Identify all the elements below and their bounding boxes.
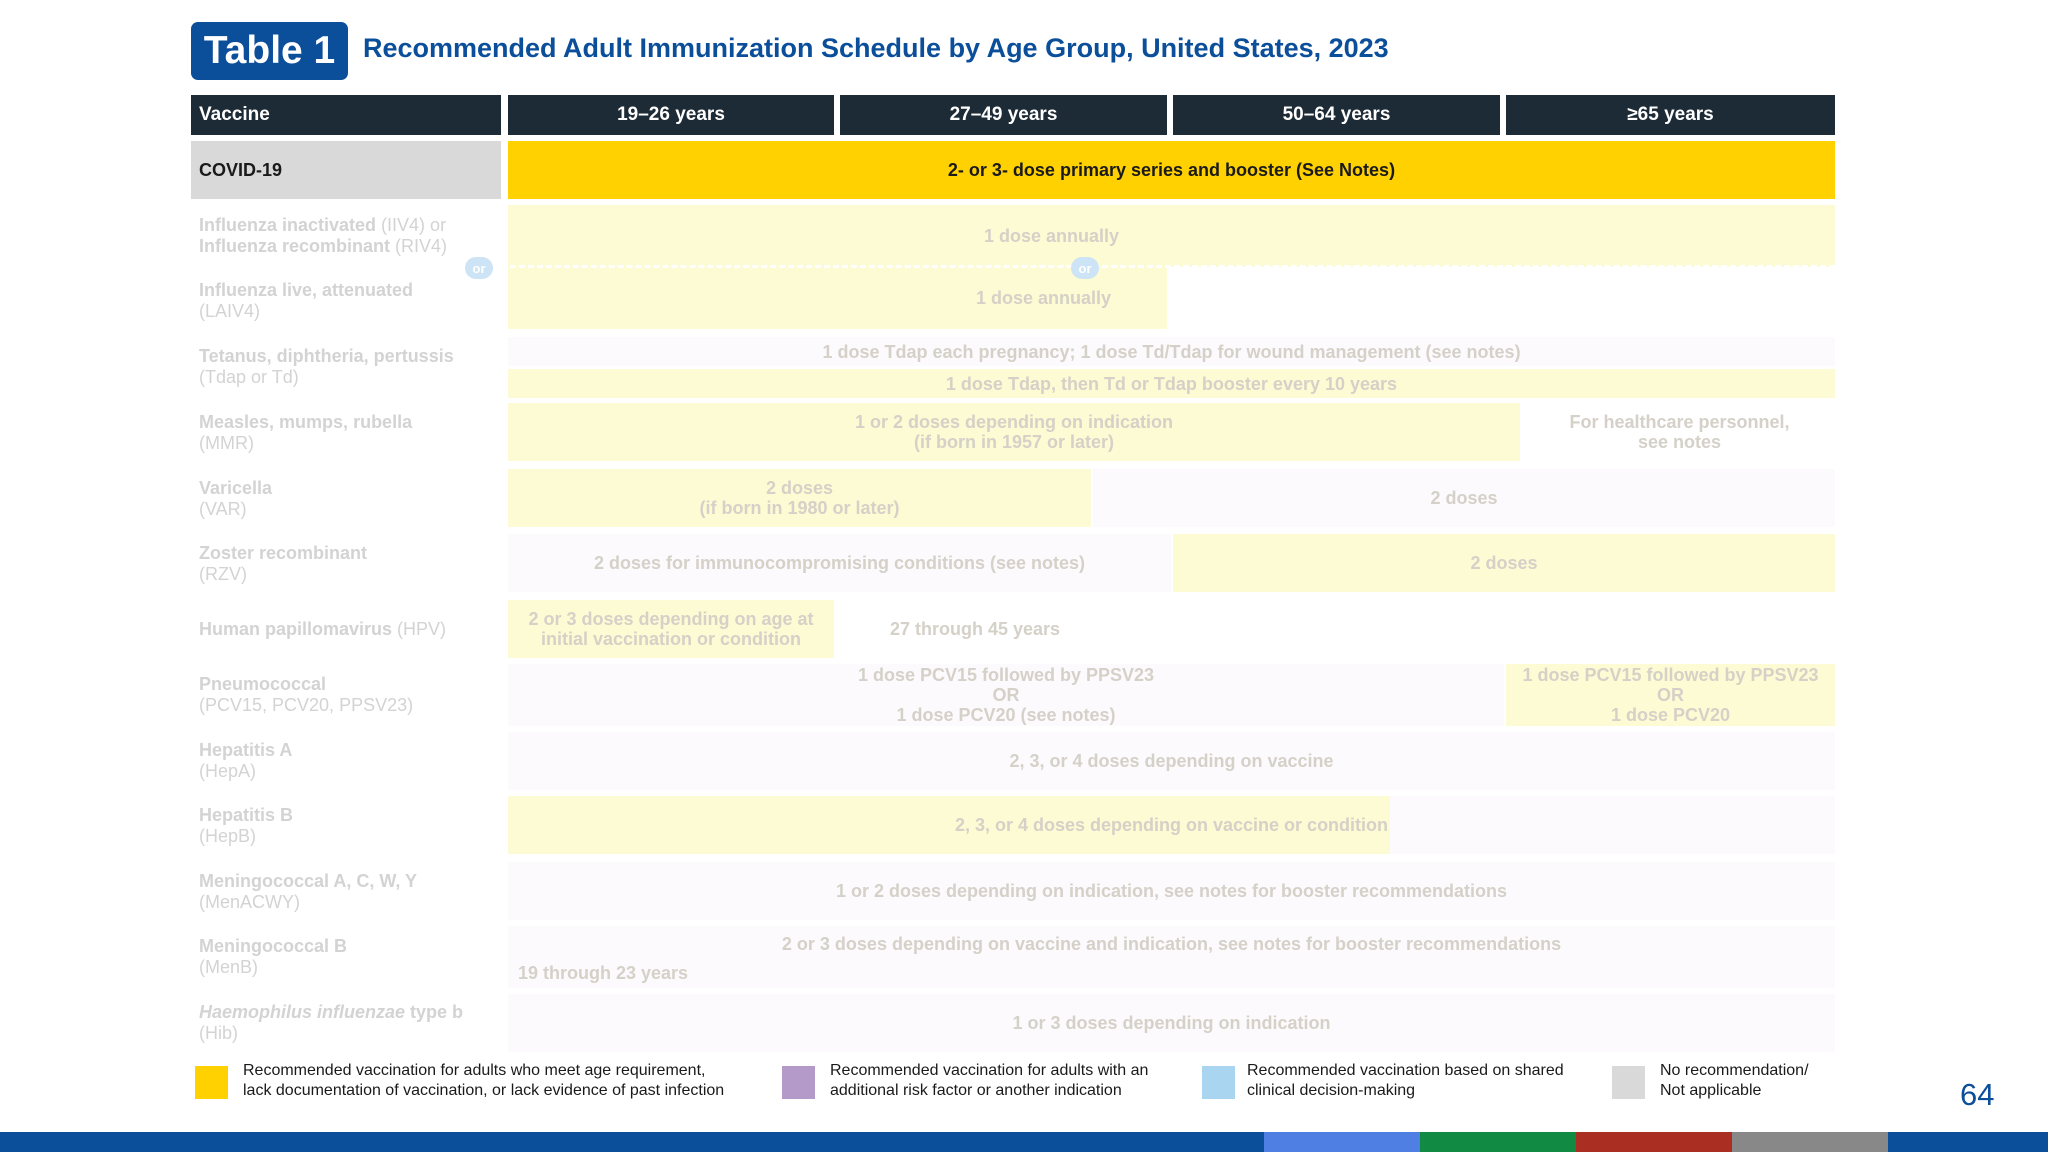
- header-age-65-plus: ≥65 years: [1506, 95, 1835, 135]
- legend-text-blue: Recommended vaccination based on shared clinical decision-making: [1247, 1062, 1564, 1099]
- cell-hpv-young: 2 or 3 doses depending on age at initial vaccination or condition: [508, 600, 834, 658]
- cell-mmr-healthcare: For healthcare personnel, see notes: [1569, 412, 1790, 452]
- cell-zoster-immunocompromised: 2 doses for immunocompromising conditions (see notes): [508, 534, 1171, 592]
- cell-menb: 2 or 3 doses depending on vaccine and indication, see notes for booster recommendations: [781, 934, 1562, 954]
- cell-hpv-27-45: 27 through 45 years: [889, 619, 1061, 639]
- cell-mmr: 1 or 2 doses depending on indication (if born in 1957 or later): [508, 403, 1520, 461]
- vaccine-hpv: Human papillomavirus (HPV): [199, 619, 447, 639]
- cell-hepatitis-b: 2, 3, or 4 doses depending on vaccine or condition: [954, 815, 1389, 835]
- footer-bar-red: [1576, 1132, 1732, 1152]
- legend-swatch-yellow: [195, 1066, 228, 1099]
- vaccine-influenza-recombinant: Influenza recombinant (RIV4): [199, 236, 448, 256]
- legend-text-gray: No recommendation/ Not applicable: [1660, 1062, 1809, 1099]
- cell-pneumococcal-65: 1 dose PCV15 followed by PPSV23 OR 1 dose PCV20: [1506, 664, 1835, 726]
- vaccine-tdap: Tetanus, diphtheria, pertussis (Tdap or Td): [199, 346, 454, 387]
- cell-menacwy: 1 or 2 doses depending on indication, see notes for booster recommendations: [508, 862, 1835, 920]
- cell-influenza-inactivated: 1 dose annually: [508, 205, 1835, 267]
- header-age-27-49: 27–49 years: [840, 95, 1167, 135]
- vaccine-hib: Haemophilus influenzae type b (Hib): [199, 1002, 464, 1043]
- vaccine-varicella: Varicella (VAR): [199, 478, 273, 519]
- vaccine-zoster: Zoster recombinant (RZV): [199, 543, 368, 584]
- cell-pneumococcal: 1 dose PCV15 followed by PPSV23 OR 1 dose PCV20 (see notes): [508, 664, 1504, 726]
- cell-zoster-50-plus: 2 doses: [1173, 534, 1835, 592]
- vaccine-pneumococcal: Pneumococcal (PCV15, PCV20, PPSV23): [199, 674, 414, 715]
- cell-tdap-booster: 1 dose Tdap, then Td or Tdap booster every 10 years: [508, 369, 1835, 398]
- vaccine-menb: Meningococcal B (MenB): [199, 936, 348, 977]
- vaccine-mmr: Measles, mumps, rubella (MMR): [199, 412, 413, 453]
- table-label-badge: Table 1: [191, 22, 348, 80]
- footer-bar-gray: [1732, 1132, 1888, 1152]
- influenza-divider: [510, 265, 1835, 268]
- footer-bar-blue: [0, 1132, 1264, 1152]
- header-age-50-64: 50–64 years: [1173, 95, 1500, 135]
- cell-hib: 1 or 3 doses depending on indication: [508, 994, 1835, 1052]
- header-age-19-26: 19–26 years: [508, 95, 834, 135]
- footer-bar-blue-end: [1888, 1132, 2048, 1152]
- vaccine-covid-19: COVID-19: [191, 141, 501, 199]
- cell-influenza-live: 1 dose annually: [508, 267, 1167, 329]
- legend-swatch-purple: [782, 1066, 815, 1099]
- cell-varicella-older: 2 doses: [1093, 469, 1835, 527]
- vaccine-menacwy: Meningococcal A, C, W, Y (MenACWY): [199, 871, 418, 912]
- footer-bar-light-blue: [1264, 1132, 1420, 1152]
- cell-hepatitis-a: 2, 3, or 4 doses depending on vaccine: [508, 732, 1835, 790]
- legend-text-yellow: Recommended vaccination for adults who meet age requirement, lack documentation of vaccination, or lack evidence of past infection: [243, 1062, 725, 1099]
- or-badge-left: or: [465, 257, 493, 279]
- vaccine-influenza-inactivated: Influenza inactivated (IIV4) or: [199, 215, 447, 235]
- legend-swatch-blue: [1202, 1066, 1235, 1099]
- vaccine-influenza-live: Influenza live, attenuated (LAIV4): [199, 280, 414, 321]
- vaccine-hepatitis-a: Hepatitis A (HepA): [199, 740, 293, 781]
- cell-covid-19: 2- or 3- dose primary series and booster (See Notes): [508, 141, 1835, 199]
- cell-varicella-young: 2 doses (if born in 1980 or later): [508, 469, 1091, 527]
- table-title: Recommended Adult Immunization Schedule by Age Group, United States, 2023: [363, 33, 1389, 63]
- or-badge-center: or: [1071, 257, 1099, 279]
- header-vaccine: Vaccine: [191, 95, 501, 135]
- vaccine-hepatitis-b: Hepatitis B (HepB): [199, 805, 294, 846]
- legend-swatch-gray: [1612, 1066, 1645, 1099]
- footer-bar-green: [1420, 1132, 1576, 1152]
- cell-menb-age: 19 through 23 years: [518, 963, 689, 983]
- page-number: 64: [1960, 1077, 1995, 1112]
- legend-text-purple: Recommended vaccination for adults with an additional risk factor or another indication: [830, 1062, 1149, 1099]
- cell-tdap-pregnancy: 1 dose Tdap each pregnancy; 1 dose Td/Tdap for wound management (see notes): [508, 337, 1835, 366]
